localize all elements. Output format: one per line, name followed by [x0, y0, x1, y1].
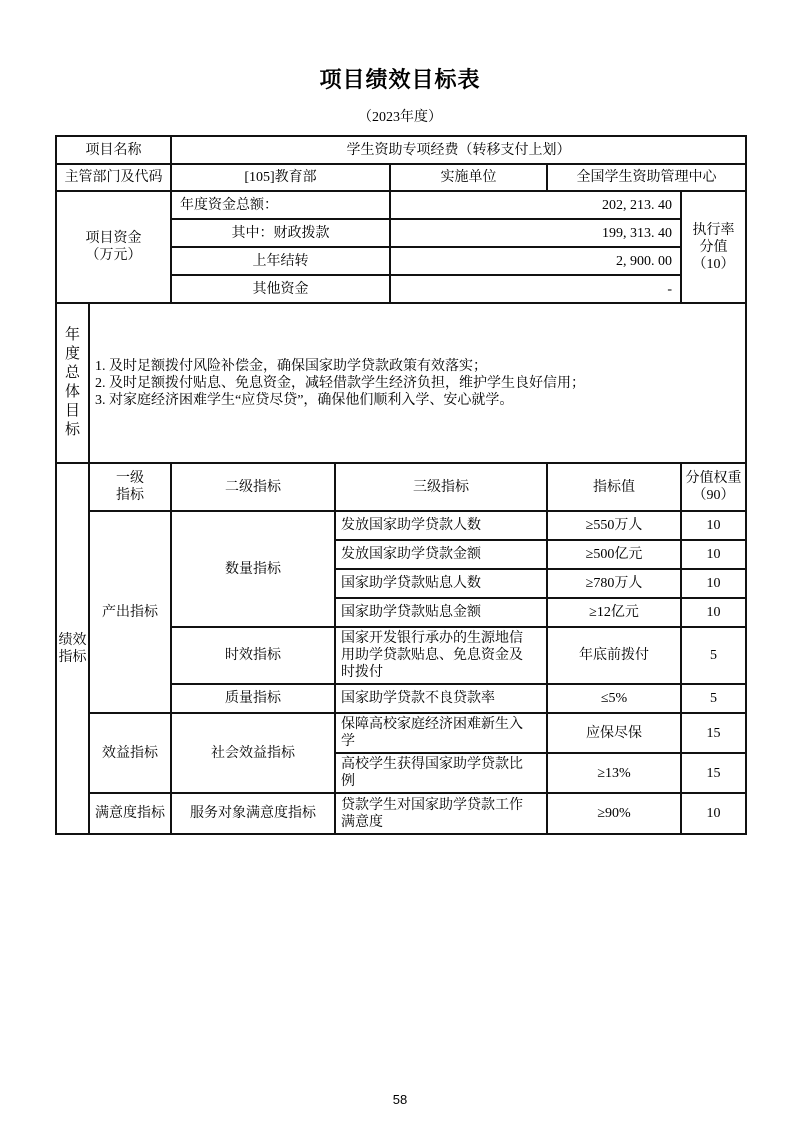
annual-goals-content: [89, 303, 746, 463]
indicator-score: 15: [681, 713, 746, 753]
page-subtitle: （2023年度）: [358, 110, 442, 125]
exec-rate-line: （10）: [692, 256, 735, 272]
indicator-value: 应保尽保: [547, 713, 681, 753]
indicator-score: 10: [681, 793, 746, 834]
indicator-value: 年底前拨付: [547, 627, 681, 684]
table-row: [56, 303, 746, 463]
goal-line: 3. 对家庭经济困难学生“应贷尽贷”，确保他们顺利入学、安心就学。: [95, 392, 514, 408]
funds-label-line: 项目资金: [85, 231, 142, 246]
indicator-score: 15: [681, 753, 746, 793]
indicator-value: ≥780万人: [547, 569, 681, 598]
dept-label: 主管部门及代码: [56, 164, 171, 191]
performance-target-table: [55, 135, 747, 835]
indicator-score: 5: [681, 627, 746, 684]
table-row: [56, 164, 746, 191]
header-level1: [89, 463, 171, 511]
dept-value: [105]教育部: [171, 164, 390, 191]
header-level3: 三级指标: [335, 463, 547, 511]
table-row: [56, 511, 746, 540]
level1-benefit: 效益指标: [89, 713, 171, 793]
indicator-name: 国家助学贷款贴息人数: [335, 569, 547, 598]
indicator-value: ≥500亿元: [547, 540, 681, 569]
header-level1-line: 一级: [116, 471, 144, 486]
header-weight-line: （90）: [692, 488, 735, 503]
exec-rate-line: 分值: [699, 239, 728, 255]
indicator-score: 10: [681, 569, 746, 598]
level1-satisfaction: 满意度指标: [89, 793, 171, 834]
funds-other-value: -: [390, 275, 681, 303]
header-weight: [681, 463, 746, 511]
table-row: [56, 463, 746, 511]
annual-goals-label: [56, 303, 89, 463]
indicator-name: 国家开发银行承办的生源地信用助学贷款贴息、免息资金及时拨付: [335, 627, 547, 684]
indicator-name: 国家助学贷款不良贷款率: [335, 684, 547, 713]
funds-total-value: 202, 213. 40: [390, 191, 681, 219]
indicator-score: 10: [681, 540, 746, 569]
level2-social: 社会效益指标: [171, 713, 335, 793]
table-row: [56, 191, 746, 219]
level2-quantity: 数量指标: [171, 511, 335, 627]
project-name-value: 学生资助专项经费（转移支付上划）: [171, 136, 746, 164]
exec-rate-score-label: [681, 191, 746, 303]
indicator-value: ≥12亿元: [547, 598, 681, 627]
funds-carryover-label: 上年结转: [171, 247, 390, 275]
indicator-score: 10: [681, 598, 746, 627]
indicator-name: 高校学生获得国家助学贷款比例: [335, 753, 547, 793]
indicator-name: 发放国家助学贷款人数: [335, 511, 547, 540]
page-title: 项目绩效目标表: [319, 67, 481, 92]
header-value: 指标值: [547, 463, 681, 511]
indicator-score: 5: [681, 684, 746, 713]
indicator-value: ≤5%: [547, 684, 681, 713]
table-row: [56, 793, 746, 834]
indicator-name: 发放国家助学贷款金额: [335, 540, 547, 569]
annual-goals-label-text: 年度总体目标: [64, 327, 80, 438]
level2-timeliness: 时效指标: [171, 627, 335, 684]
indicator-score: 10: [681, 511, 746, 540]
funds-label-line: （万元）: [85, 248, 142, 263]
project-name-label: 项目名称: [56, 136, 171, 164]
indicators-section-label: [56, 463, 89, 834]
indicator-name: 贷款学生对国家助学贷款工作满意度: [335, 793, 547, 834]
header-level2: 二级指标: [171, 463, 335, 511]
funds-carryover-value: 2, 900. 00: [390, 247, 681, 275]
indicator-name: 保障高校家庭经济困难新生入学: [335, 713, 547, 753]
indicator-value: ≥13%: [547, 753, 681, 793]
header-level1-line: 指标: [116, 488, 144, 503]
indicator-value: ≥90%: [547, 793, 681, 834]
indicator-value: ≥550万人: [547, 511, 681, 540]
impl-unit-label: 实施单位: [390, 164, 547, 191]
table-row: [56, 713, 746, 753]
funds-label: [56, 191, 171, 303]
table-row: [56, 136, 746, 164]
indicators-section-label-text: 绩效指标: [58, 632, 87, 665]
funds-other-label: 其他资金: [171, 275, 390, 303]
level1-output: 产出指标: [89, 511, 171, 713]
level2-service: 服务对象满意度指标: [171, 793, 335, 834]
funds-fiscal-value: 199, 313. 40: [390, 219, 681, 247]
impl-unit-value: 全国学生资助管理中心: [547, 164, 746, 191]
page-number: 58: [392, 1092, 408, 1107]
header-weight-line: 分值权重: [685, 471, 742, 486]
indicator-name: 国家助学贷款贴息金额: [335, 598, 547, 627]
funds-total-label: 年度资金总额：: [171, 191, 390, 219]
exec-rate-line: 执行率: [692, 222, 735, 238]
funds-fiscal-label: 其中：财政拨款: [171, 219, 390, 247]
level2-quality: 质量指标: [171, 684, 335, 713]
goal-line: 1. 及时足额拨付风险补偿金，确保国家助学贷款政策有效落实；: [95, 358, 487, 374]
goal-line: 2. 及时足额拨付贴息、免息资金，减轻借款学生经济负担，维护学生良好信用；: [95, 375, 585, 391]
